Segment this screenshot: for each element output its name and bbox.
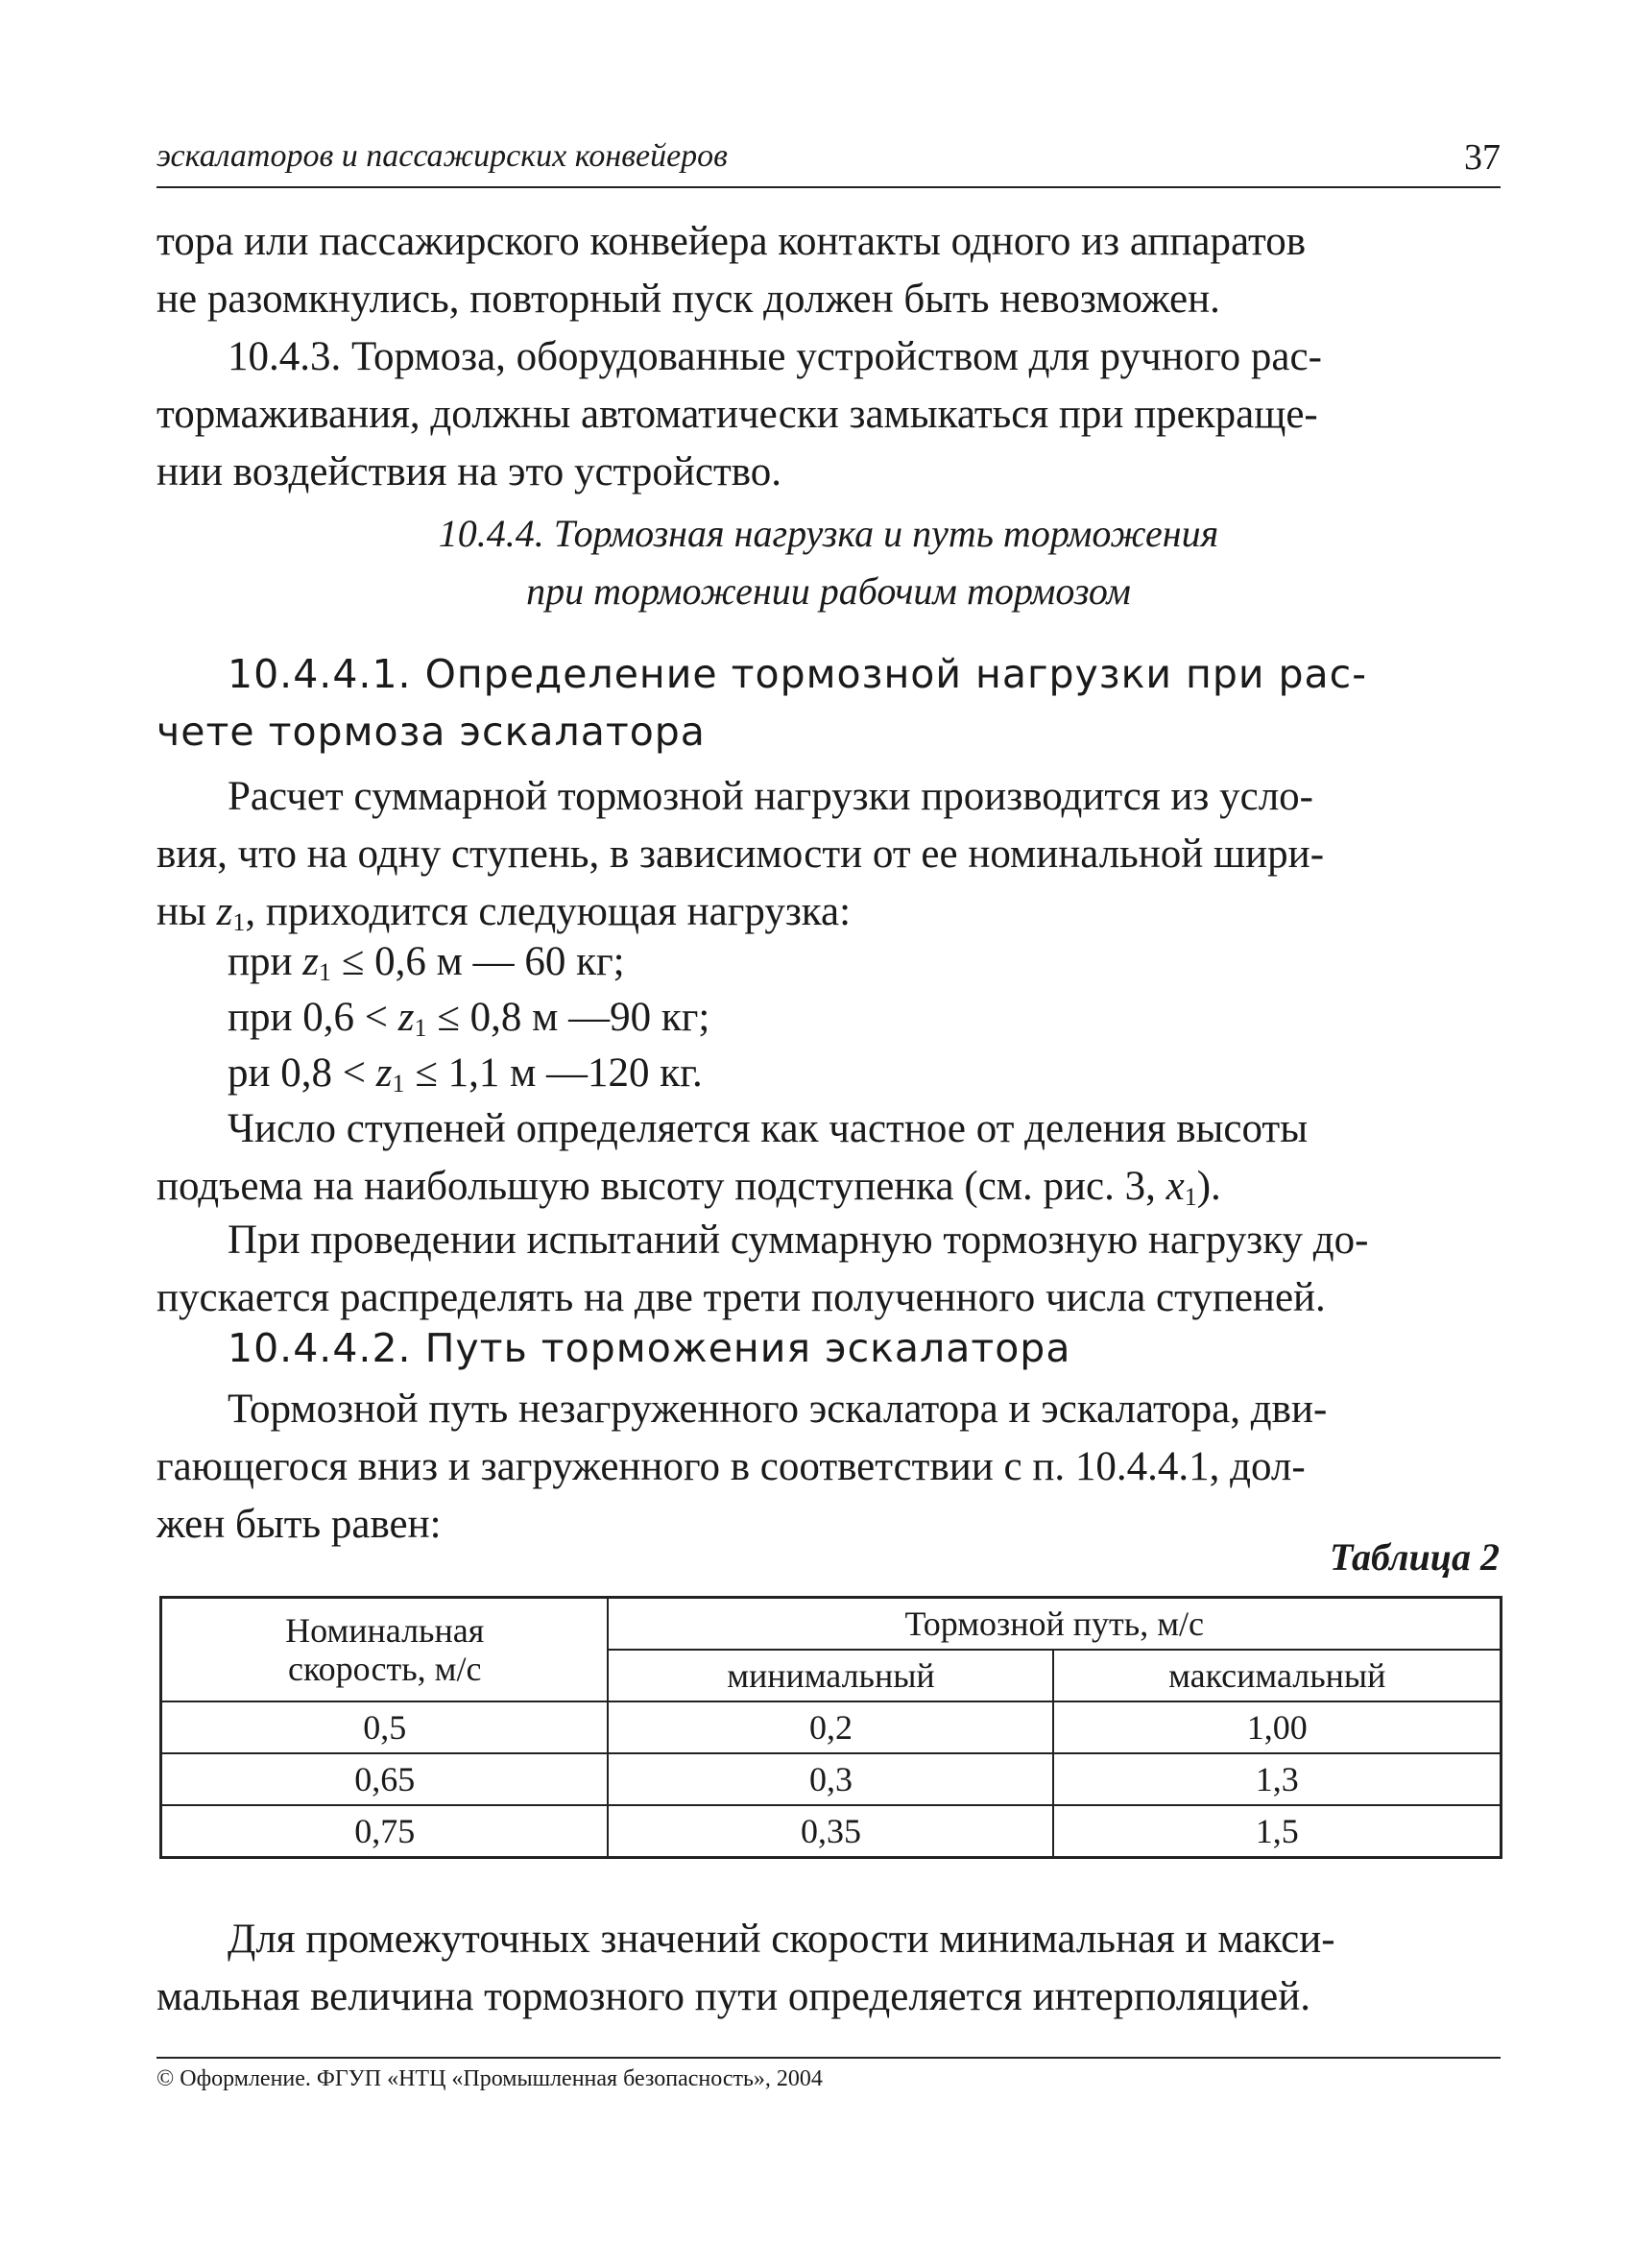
table-cell: 0,65 bbox=[161, 1753, 609, 1805]
table-header-cell: Номинальная скорость, м/с bbox=[161, 1598, 609, 1702]
text-line: Число ступеней определяется как частное от деления высоты bbox=[228, 1106, 1309, 1151]
table-row bbox=[161, 1805, 1502, 1858]
text-line: Для промежуточных значений скорости минимальная и макси- bbox=[228, 1917, 1335, 1962]
table-header-cell: минимальный bbox=[608, 1650, 1053, 1701]
section-subheading bbox=[156, 505, 1501, 620]
table-cell: 0,75 bbox=[161, 1805, 609, 1858]
table-cell: 0,35 bbox=[608, 1805, 1053, 1858]
table-header-row bbox=[161, 1598, 1502, 1651]
page-number: 37 bbox=[1464, 137, 1501, 178]
running-title: эскалаторов и пассажирских конвейеров bbox=[156, 138, 728, 174]
table-header-cell: максимальный bbox=[1053, 1650, 1501, 1701]
paragraph-10-4-3 bbox=[156, 328, 1501, 501]
text-line: ны $z_1$, приходится следующая нагрузка: bbox=[156, 889, 852, 936]
formula-line-3: ри $0,8 < z_1 \le 1,1$ м —120 кг. bbox=[228, 1050, 703, 1098]
table-cell: 1,5 bbox=[1053, 1805, 1501, 1858]
braking-path-table bbox=[159, 1596, 1502, 1859]
paragraph-load-calc bbox=[156, 768, 1501, 952]
heading-10-4-4-2 bbox=[156, 1319, 1501, 1377]
text-line: мальная величина тормозного пути определяется интерполяцией. bbox=[156, 1974, 1311, 2019]
table-row bbox=[161, 1701, 1502, 1753]
table-row bbox=[161, 1753, 1502, 1805]
table-cell: 0,5 bbox=[161, 1701, 609, 1753]
table-cell: 1,3 bbox=[1053, 1753, 1501, 1805]
text-line: подъема на наибольшую высоту подступенка (см. рис. 3, $x_1$). bbox=[156, 1164, 1221, 1211]
copyright-footer: © Оформление. ФГУП «НТЦ «Промышленная безопасность», 2004 bbox=[156, 2066, 823, 2091]
text-line: нии воздействия на это устройство. bbox=[156, 449, 782, 495]
paragraph-braking-path bbox=[156, 1381, 1501, 1554]
page-header bbox=[156, 133, 1501, 188]
text-line: вия, что на одну ступень, в зависимости от ее номинальной шири- bbox=[156, 832, 1325, 877]
text-line: Расчет суммарной тормозной нагрузки производится из усло- bbox=[228, 774, 1313, 819]
text-line: не разомкнулись, повторный пуск должен быть невозможен. bbox=[156, 277, 1220, 322]
formula-line-1: при $z_1 \le 0,6$ м — 60 кг; bbox=[228, 939, 625, 986]
subheading-line: 10.4.4. Тормозная нагрузка и путь торможения bbox=[438, 512, 1219, 555]
table-caption: Таблица 2 bbox=[1330, 1535, 1500, 1579]
subheading-line: при торможении рабочим тормозом bbox=[526, 569, 1131, 613]
formula-line-2: при $0,6 < z_1 \le 0,8$ м —90 кг; bbox=[228, 995, 710, 1042]
table-cell: 0,3 bbox=[608, 1753, 1053, 1805]
text-line: Тормозной путь незагруженного эскалатора и эскалатора, дви- bbox=[228, 1387, 1328, 1432]
text-line: тормаживания, должны автоматически замыкаться при прекраще- bbox=[156, 392, 1318, 437]
heading-line: 10.4.4.1. Определение тормозной нагрузки при рас- bbox=[228, 651, 1368, 697]
heading-line: 10.4.4.2. Путь торможения эскалатора bbox=[228, 1325, 1071, 1371]
text-line: тора или пассажирского конвейера контакты одного из аппаратов bbox=[156, 219, 1307, 264]
table-cell: 0,2 bbox=[608, 1701, 1053, 1753]
table-header-cell: Тормозной путь, м/с bbox=[608, 1598, 1501, 1651]
heading-10-4-4-1 bbox=[156, 645, 1501, 760]
text-line: 10.4.3. Тормоза, оборудованные устройством для ручного рас- bbox=[228, 334, 1322, 379]
footer-rule bbox=[156, 2057, 1501, 2059]
paragraph-interpolation bbox=[156, 1911, 1501, 2026]
text-line: пускается распределять на две трети полученного числа ступеней. bbox=[156, 1275, 1326, 1320]
text-line: При проведении испытаний суммарную тормозную нагрузку до- bbox=[228, 1218, 1369, 1263]
text-line: гающегося вниз и загруженного в соответствии с п. 10.4.4.1, дол- bbox=[156, 1444, 1306, 1489]
heading-line: чете тормоза эскалатора bbox=[156, 709, 706, 755]
text-line: жен быть равен: bbox=[156, 1502, 442, 1547]
paragraph-testing bbox=[156, 1212, 1501, 1327]
table-cell: 1,00 bbox=[1053, 1701, 1501, 1753]
paragraph-continuation bbox=[156, 213, 1501, 328]
paragraph-steps bbox=[156, 1100, 1501, 1226]
